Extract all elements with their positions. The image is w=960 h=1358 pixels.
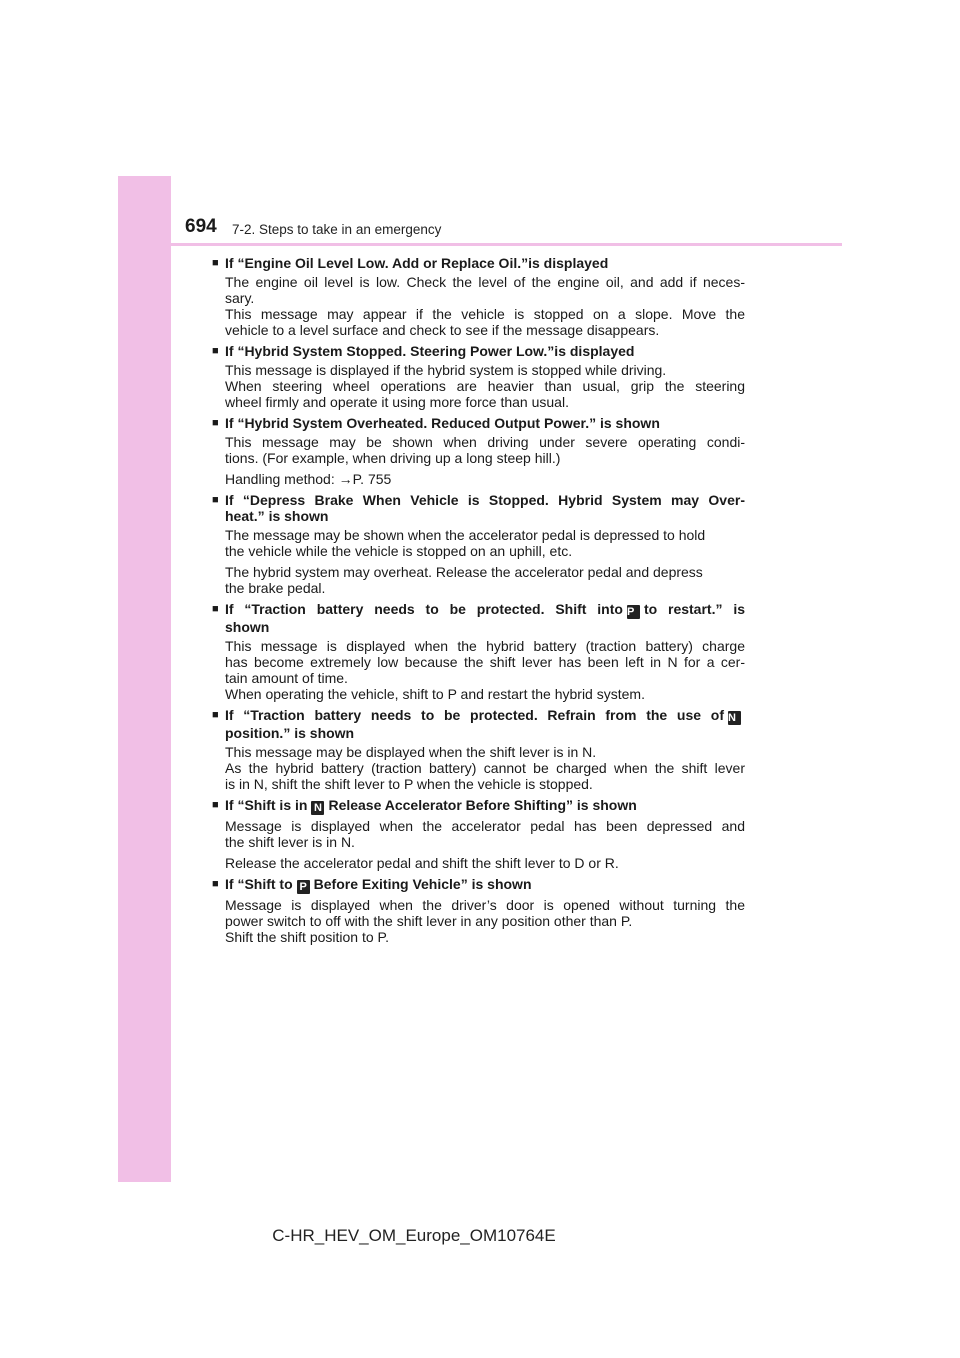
park-position-icon: P <box>627 605 640 619</box>
content-body <box>212 255 745 950</box>
message-heading: ■ If “Hybrid System Overheated. Reduced Output Power.” is shown <box>212 415 660 431</box>
message-description: The engine oil level is low. Check the level of the engine oil, and add if neces- sary. This message may appear if the vehicle is stopped on a slope. Move the vehicle to a level surface and check to see if the message disappears. <box>225 274 745 338</box>
message-description: The message may be shown when the accelerator pedal is depressed to hold the vehicle while the vehicle is stopped on an uphill, etc. <box>225 527 706 559</box>
square-bullet-icon: ■ <box>212 417 219 429</box>
square-bullet-icon: ■ <box>212 345 219 357</box>
square-bullet-icon: ■ <box>212 603 219 615</box>
message-section <box>212 797 745 871</box>
message-section <box>212 343 745 410</box>
square-bullet-icon: ■ <box>212 494 219 506</box>
neutral-position-icon: N <box>728 711 741 725</box>
message-description: This message may be displayed when the shift lever is in N. As the hybrid battery (traction battery) cannot be charged when the shift lever is in N, shift the shift lever to P when the vehicle is stopped. <box>225 744 745 792</box>
message-description: Message is displayed when the driver’s door is opened without turning the power switch to off with the shift lever in any position other than P. Shift the shift position to P. <box>225 897 745 945</box>
message-heading: ■ If “Traction battery needs to be protected. Refrain from the use of N position.” is shown <box>212 707 745 741</box>
message-section <box>212 415 745 487</box>
message-section <box>212 876 745 945</box>
neutral-position-icon: N <box>311 801 324 815</box>
page-number: 694 <box>185 216 217 237</box>
message-description: This message may be shown when driving under severe operating condi- tions. (For example, when driving up a long steep hill.) <box>225 434 745 466</box>
message-section <box>212 601 745 702</box>
message-description: The hybrid system may overheat. Release the accelerator pedal and depress the brake pedal. <box>225 564 703 596</box>
handling-method-reference: Handling method: →P. 755 <box>225 471 392 487</box>
square-bullet-icon: ■ <box>212 878 219 890</box>
message-description: Message is displayed when the accelerator pedal has been depressed and the shift lever is in N. <box>225 818 745 850</box>
message-heading: ■ If “Engine Oil Level Low. Add or Replace Oil.”is displayed <box>212 255 609 271</box>
section-title: 7-2. Steps to take in an emergency <box>232 222 442 237</box>
message-heading: ■ If “Depress Brake When Vehicle is Stopped. Hybrid System may Over- heat.” is shown <box>212 492 745 524</box>
square-bullet-icon: ■ <box>212 257 219 269</box>
message-description: This message is displayed if the hybrid system is stopped while driving. When steering wheel operations are heavier than usual, grip the steering wheel firmly and operate it using more force than usual. <box>225 362 745 410</box>
message-heading: ■ If “Shift is in N Release Accelerator Before Shifting” is shown <box>212 797 637 814</box>
document-id-footer: C-HR_HEV_OM_Europe_OM10764E <box>272 1226 556 1245</box>
message-heading: ■ If “Traction battery needs to be protected. Shift into P to restart.” is shown <box>212 601 745 635</box>
square-bullet-icon: ■ <box>212 709 219 721</box>
square-bullet-icon: ■ <box>212 799 219 811</box>
message-section <box>212 707 745 792</box>
chapter-sidebar-tab <box>118 176 171 1182</box>
message-section <box>212 255 745 338</box>
message-description: Release the accelerator pedal and shift the shift lever to D or R. <box>225 855 619 871</box>
message-description: This message is displayed when the hybrid battery (traction battery) charge has become extremely low because the shift lever has been left in N for a cer- tain amount of time. When operating the vehicle, shift to P and restart the hybrid system. <box>225 638 745 702</box>
message-section <box>212 492 745 596</box>
message-heading: ■ If “Hybrid System Stopped. Steering Power Low.”is displayed <box>212 343 635 359</box>
header-divider <box>171 243 842 246</box>
park-position-icon: P <box>297 880 310 894</box>
message-heading: ■ If “Shift to P Before Exiting Vehicle” is shown <box>212 876 532 893</box>
